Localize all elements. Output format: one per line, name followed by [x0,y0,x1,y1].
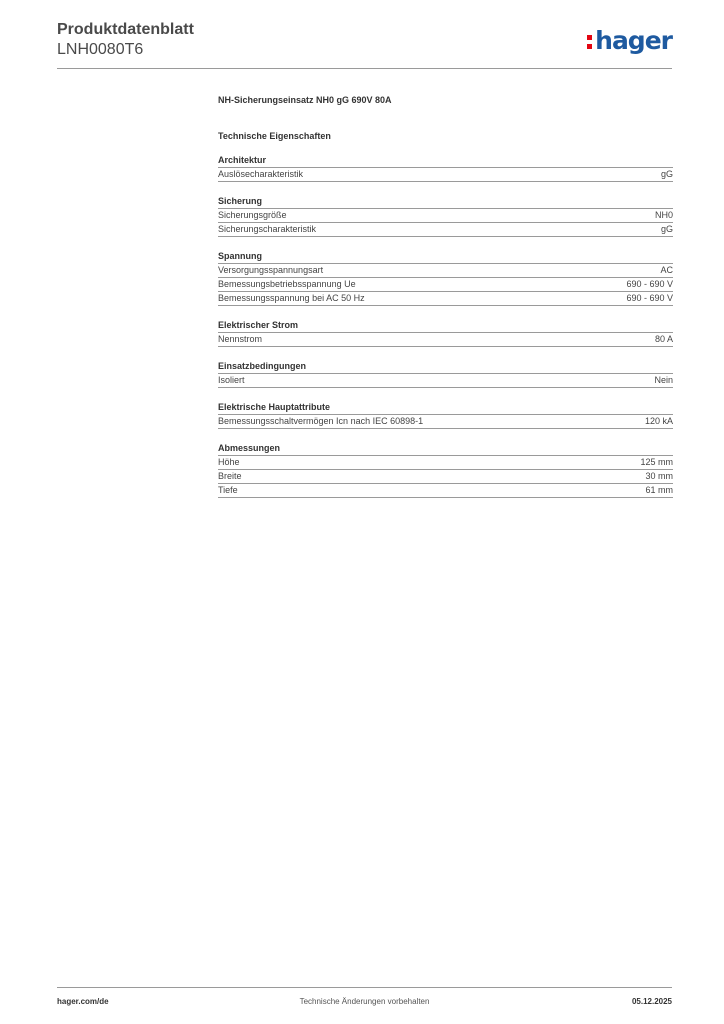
property-group [218,319,673,347]
property-value: AC [660,265,673,275]
logo-text: hager [595,26,672,55]
group-title: Sicherung [218,195,673,209]
group-title: Einsatzbedingungen [218,360,673,374]
group-title: Elektrische Hauptattribute [218,401,673,415]
datasheet-content [218,94,673,498]
property-label: Isoliert [218,375,245,385]
property-group [218,401,673,429]
product-name: NH-Sicherungseinsatz NH0 gG 690V 80A [218,95,392,105]
property-row [218,209,673,223]
document-title: Produktdatenblatt [57,21,194,38]
property-label: Versorgungsspannungsart [218,265,324,275]
property-group [218,442,673,498]
property-value: NH0 [654,210,673,220]
property-row [218,470,673,484]
property-group [218,360,673,388]
property-row [218,484,673,498]
footer-website-link[interactable]: hager.com/de [57,997,109,1006]
property-value: 690 - 690 V [626,279,673,289]
page-footer [57,987,672,1010]
property-row [218,223,673,237]
property-value: 61 mm [645,485,673,495]
property-groups [218,154,673,498]
property-group [218,195,673,237]
property-row [218,333,673,347]
property-row [218,264,673,278]
footer-notice: Technische Änderungen vorbehalten [299,997,430,1006]
product-code: LNH0080T6 [57,41,144,58]
property-row [218,456,673,470]
document-header [57,20,194,60]
property-label: Höhe [218,457,240,467]
property-value: 690 - 690 V [626,293,673,303]
footer-date: 05.12.2025 [631,997,672,1006]
property-row [218,278,673,292]
header-divider [57,68,672,69]
property-label: Sicherungsgröße [218,210,287,220]
property-row [218,374,673,388]
section-title: Technische Eigenschaften [218,131,331,141]
property-group [218,154,673,182]
group-title: Elektrischer Strom [218,319,673,333]
property-label: Auslösecharakteristik [218,169,304,179]
property-label: Sicherungscharakteristik [218,224,317,234]
property-label: Breite [218,471,242,481]
property-value: 125 mm [640,457,673,467]
property-value: gG [660,224,673,234]
property-group [218,250,673,306]
property-row [218,415,673,429]
property-value: 120 kA [644,416,673,426]
group-title: Abmessungen [218,442,673,456]
group-title: Spannung [218,250,673,264]
property-label: Bemessungsschaltvermögen Icn nach IEC 60898-1 [218,416,424,426]
property-value: Nein [654,375,673,385]
property-label: Nennstrom [218,334,263,344]
hager-logo [587,26,672,56]
group-title: Architektur [218,154,673,168]
property-label: Bemessungsspannung bei AC 50 Hz [218,293,365,303]
property-label: Bemessungsbetriebsspannung Ue [218,279,356,289]
property-value: 80 A [654,334,673,344]
property-row [218,168,673,182]
property-value: 30 mm [645,471,673,481]
property-label: Tiefe [218,485,238,495]
logo-dots-icon [587,30,594,52]
property-value: gG [660,169,673,179]
property-row [218,292,673,306]
